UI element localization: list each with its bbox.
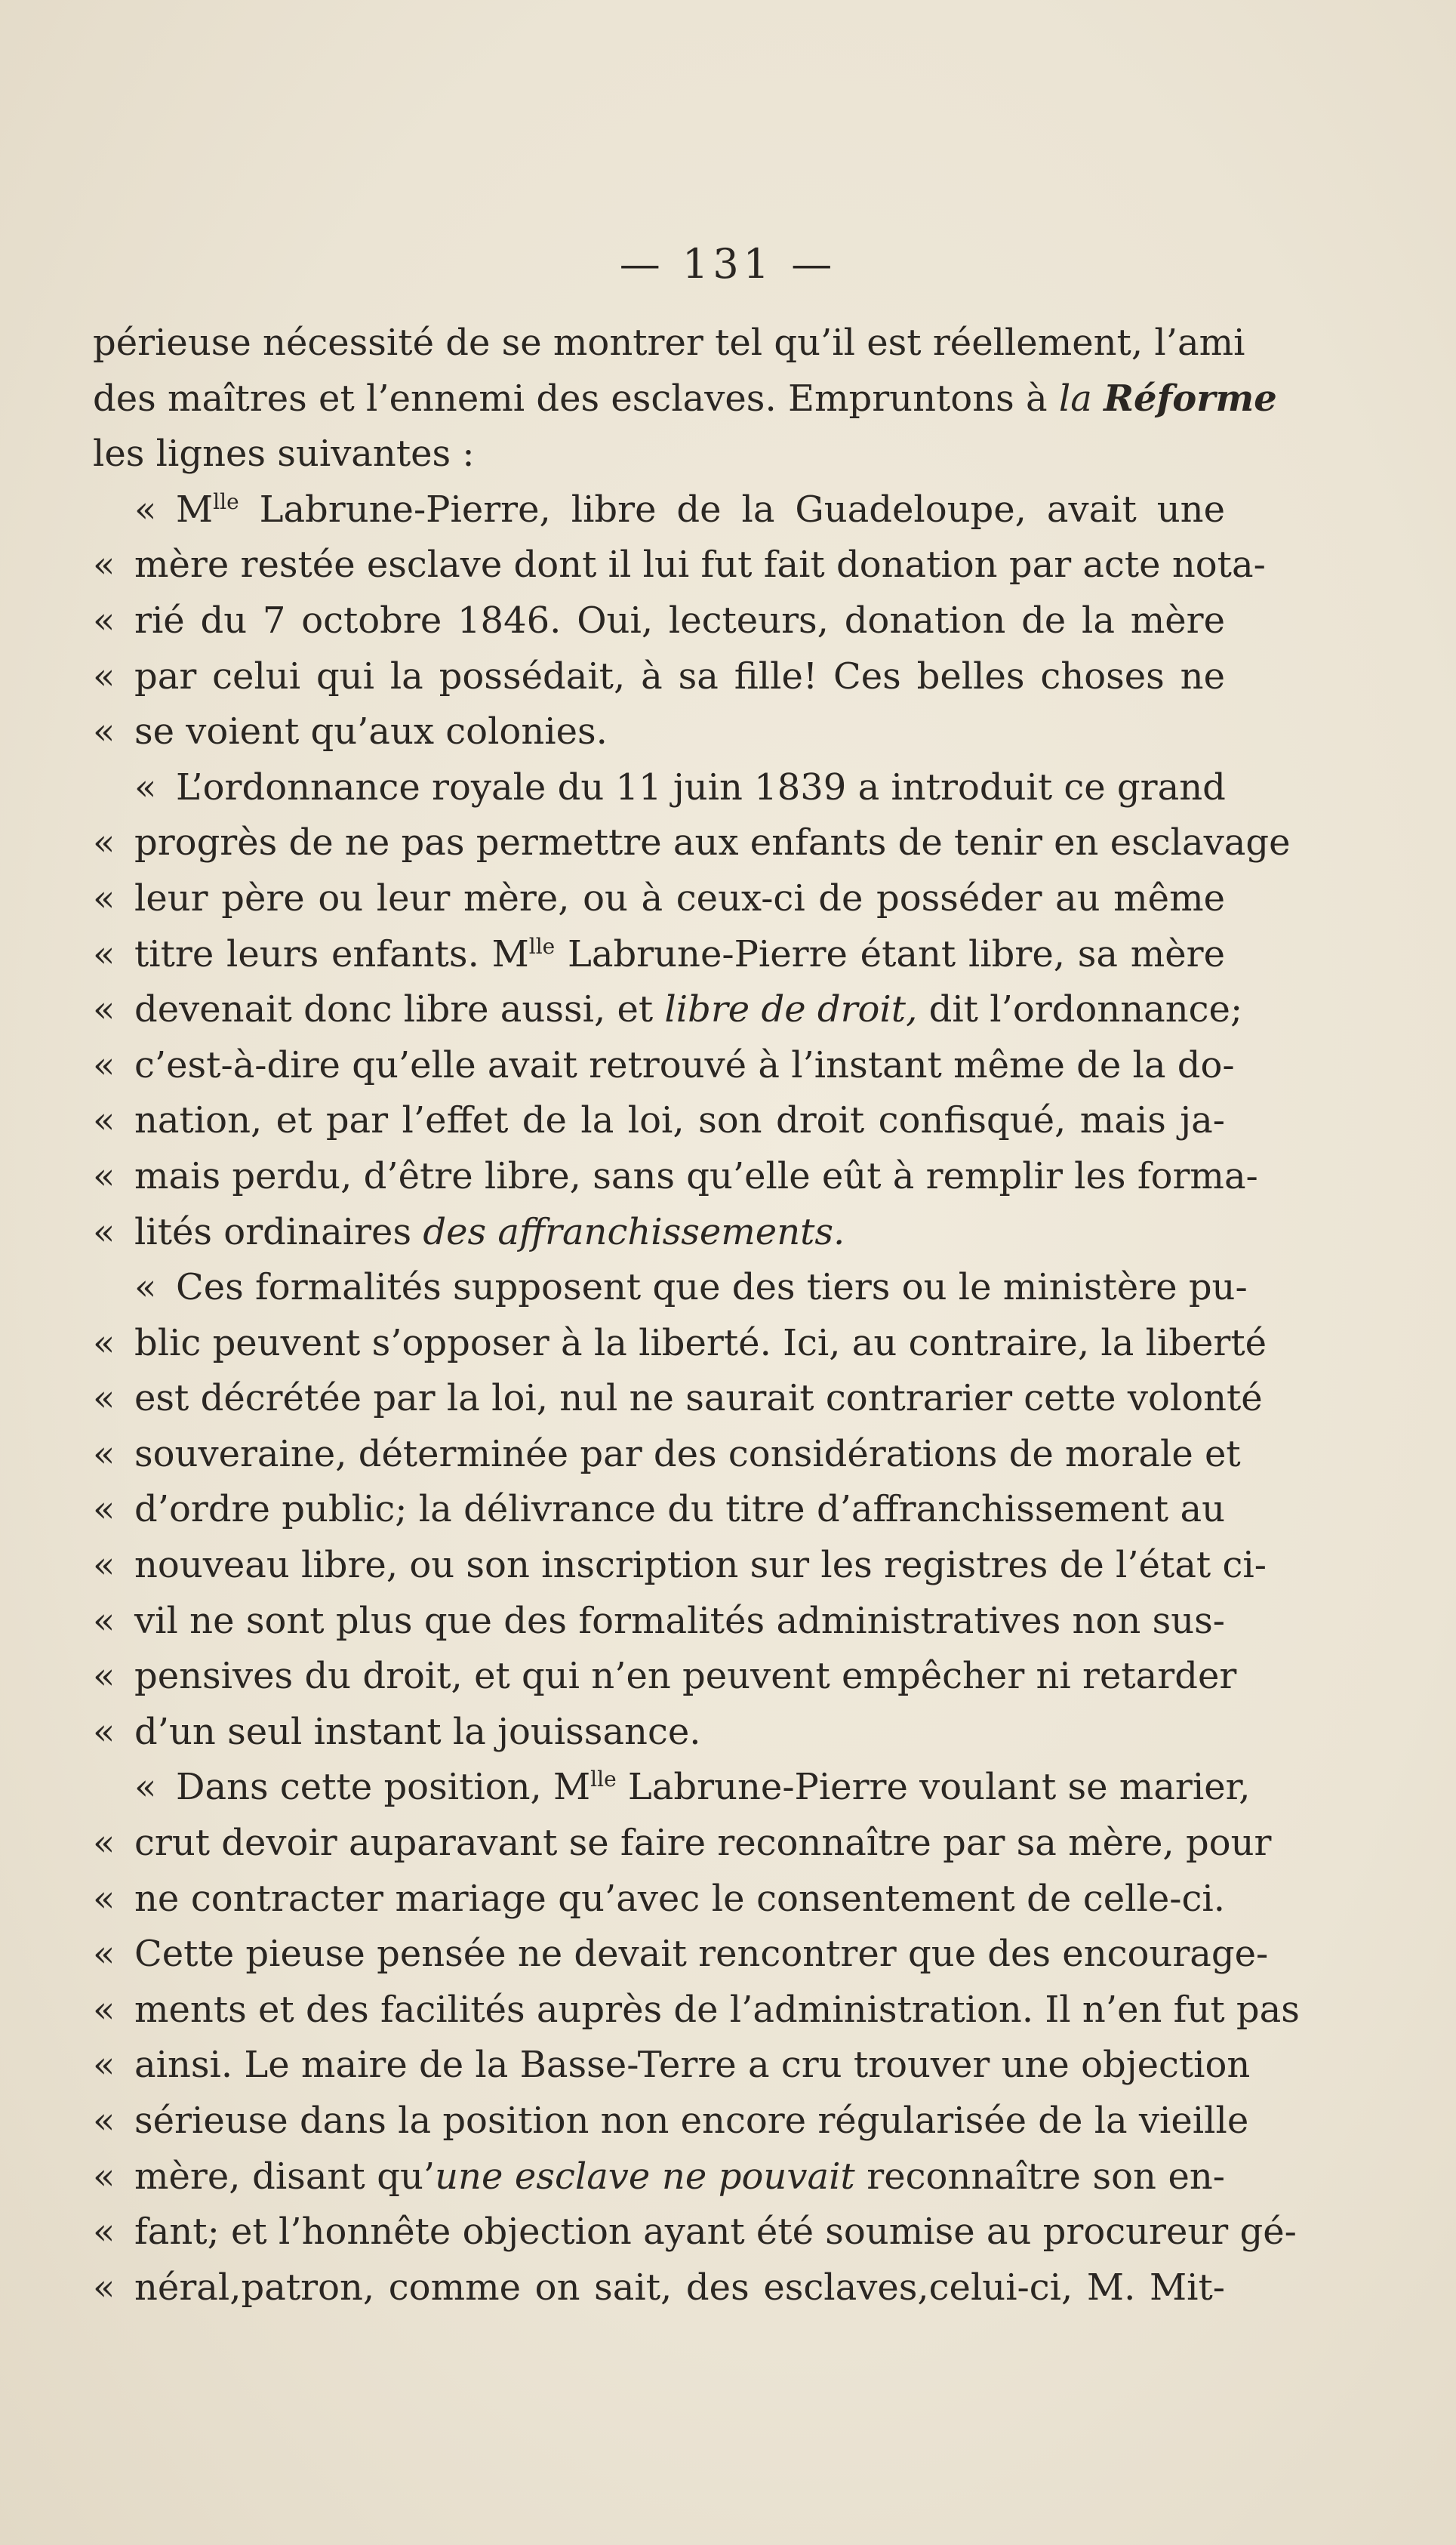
text-line (93, 1260, 1248, 1316)
guillemet: « (93, 877, 115, 920)
page-number: — 131 — (619, 240, 837, 288)
guillemet: « (134, 1266, 157, 1309)
guillemet: « (93, 1488, 115, 1531)
line-text: mais perdu, d’être libre, sans qu’elle eût à remplir les forma- (134, 1154, 1258, 1197)
guillemet: « (134, 766, 157, 809)
line-text (134, 1205, 1225, 1261)
line-text: par celui qui la possédait, à sa fille! Ces belles choses ne (134, 655, 1225, 698)
line-text: c’est-à-dire qu’elle avait retrouvé à l’instant même de la do- (134, 1043, 1235, 1086)
italic-text: libre de droit, (664, 988, 918, 1031)
text-run: Labrune-Pierre voulant se marier, (616, 1766, 1251, 1809)
line-text: crut devoir auparavant se faire reconnaître par sa mère, pour (134, 1822, 1272, 1865)
italic-text: une esclave ne pouvait (435, 2155, 855, 2198)
text-line (93, 927, 1225, 983)
line-text: progrès de ne pas permettre aux enfants de tenir en esclavage (134, 821, 1291, 864)
line-text: ainsi. Le maire de la Basse-Terre a cru trouver une objection (134, 2044, 1251, 2087)
text-run: dit l’ordonnance; (917, 988, 1243, 1031)
text-run: des maîtres et l’ennemi des esclaves. Empruntons à (93, 377, 1059, 420)
guillemet: « (93, 1877, 115, 1920)
bold-italic-text: Réforme (1104, 377, 1277, 420)
text-line (93, 2205, 1297, 2260)
text-line (93, 1149, 1258, 1205)
line-text (134, 982, 1243, 1038)
guillemet: « (93, 1043, 115, 1086)
guillemet: « (93, 2155, 115, 2198)
line-text: fant; et l’honnête objection ayant été soumise au procureur gé- (134, 2211, 1297, 2254)
text-run: Labrune-Pierre, libre de la Guadeloupe, avait une (239, 488, 1225, 531)
italic-text: la (1058, 377, 1104, 420)
line-text: nouveau libre, ou son inscription sur les registres de l’état ci- (134, 1544, 1267, 1587)
line-text (93, 371, 1277, 427)
text-run: reconnaître son en- (854, 2155, 1225, 2198)
text-line (93, 427, 1225, 482)
text-line (93, 649, 1225, 705)
line-text: blic peuvent s’opposer à la liberté. Ici, au contraire, la liberté (134, 1321, 1267, 1364)
text-line (93, 1205, 1225, 1261)
guillemet: « (134, 1766, 157, 1809)
text-line (93, 1482, 1225, 1538)
text-line (93, 2149, 1225, 2205)
superscript: lle (213, 488, 239, 514)
line-text: Cette pieuse pensée ne devait rencontrer que des encourage- (134, 1933, 1269, 1976)
guillemet: « (93, 932, 115, 975)
text-line (93, 316, 1245, 371)
guillemet: « (93, 1988, 115, 2031)
guillemet: « (93, 821, 115, 864)
line-text (176, 1760, 1251, 1816)
line-text: leur père ou leur mère, ou à ceux-ci de posséder au même (134, 877, 1225, 920)
text-line (93, 538, 1266, 593)
text-line (93, 1705, 1225, 1761)
line-text: périeuse nécessité de se montrer tel qu’il est réellement, l’ami (93, 322, 1245, 364)
italic-text: des affranchissements. (423, 1210, 845, 1253)
text-line (93, 1371, 1263, 1427)
guillemet: « (93, 599, 115, 642)
line-text (134, 927, 1225, 983)
text-line (93, 704, 1225, 760)
text-line (93, 1983, 1300, 2038)
text-line (93, 1038, 1235, 1094)
superscript: lle (590, 1767, 617, 1792)
body-text (93, 316, 1300, 2315)
text-line (93, 871, 1225, 927)
guillemet: « (93, 710, 115, 753)
guillemet: « (93, 1154, 115, 1197)
text-line (93, 1760, 1251, 1816)
guillemet: « (93, 1544, 115, 1587)
guillemet: « (93, 655, 115, 698)
text-run: lités ordinaires (134, 1210, 423, 1253)
text-line (93, 2038, 1251, 2094)
guillemet: « (93, 2044, 115, 2087)
guillemet: « (93, 1099, 115, 1142)
text-line (93, 815, 1291, 871)
text-line (93, 1538, 1267, 1594)
guillemet: « (93, 1933, 115, 1976)
line-text: d’ordre public; la délivrance du titre d’affranchissement au (134, 1488, 1225, 1531)
text-line (93, 1816, 1272, 1872)
guillemet: « (93, 2266, 115, 2309)
text-line (93, 1872, 1225, 1927)
guillemet: « (134, 488, 157, 531)
line-text (176, 482, 1225, 538)
line-text: ne contracter mariage qu’avec le consentement de celle-ci. (134, 1877, 1225, 1920)
guillemet: « (93, 1321, 115, 1364)
guillemet: « (93, 544, 115, 587)
guillemet: « (93, 1210, 115, 1253)
text-run: mère, disant qu’ (134, 2155, 436, 2198)
text-line (93, 2094, 1249, 2149)
line-text: nation, et par l’effet de la loi, son droit confisqué, mais ja- (134, 1099, 1225, 1142)
text-line (93, 1649, 1237, 1705)
line-text: les lignes suivantes : (93, 433, 475, 476)
text-run: devenait donc libre aussi, et (134, 988, 665, 1031)
text-line (93, 1316, 1267, 1372)
line-text: mère restée esclave dont il lui fut fait donation par acte nota- (134, 544, 1266, 587)
text-line (93, 593, 1225, 649)
text-run: titre leurs enfants. M (134, 932, 529, 975)
superscript: lle (528, 933, 556, 959)
line-text: L’ordonnance royale du 11 juin 1839 a introduit ce grand (176, 766, 1226, 809)
text-run: M (176, 488, 214, 531)
guillemet: « (93, 2211, 115, 2254)
line-text: pensives du droit, et qui n’en peuvent empêcher ni retarder (134, 1655, 1237, 1698)
line-text: Ces formalités supposent que des tiers ou le ministère pu- (176, 1266, 1248, 1309)
text-line (93, 1093, 1225, 1149)
line-text: vil ne sont plus que des formalités administratives non sus- (134, 1599, 1225, 1642)
text-line (93, 1594, 1225, 1650)
line-text: souveraine, déterminée par des considérations de morale et (134, 1432, 1241, 1475)
line-text: est décrétée par la loi, nul ne saurait contrarier cette volonté (134, 1377, 1263, 1420)
line-text: ments et des facilités auprès de l’administration. Il n’en fut pas (134, 1988, 1300, 2031)
guillemet: « (93, 2100, 115, 2142)
guillemet: « (93, 1432, 115, 1475)
guillemet: « (93, 1822, 115, 1865)
line-text (134, 2149, 1225, 2205)
text-line (93, 2260, 1225, 2316)
text-line (93, 482, 1225, 538)
guillemet: « (93, 1599, 115, 1642)
text-run: Labrune-Pierre étant libre, sa mère (555, 932, 1226, 975)
guillemet: « (93, 1655, 115, 1698)
guillemet: « (93, 1710, 115, 1753)
text-line (93, 1927, 1269, 1983)
text-run: Dans cette position, M (176, 1766, 591, 1809)
line-text: rié du 7 octobre 1846. Oui, lecteurs, donation de la mère (134, 599, 1225, 642)
text-line (93, 760, 1225, 816)
line-text: sérieuse dans la position non encore régularisée de la vieille (134, 2100, 1249, 2142)
text-line (93, 1427, 1241, 1483)
guillemet: « (93, 1377, 115, 1420)
line-text: se voient qu’aux colonies. (134, 710, 608, 753)
text-line (93, 371, 1277, 427)
guillemet: « (93, 988, 115, 1031)
line-text: d’un seul instant la jouissance. (134, 1710, 701, 1753)
text-line (93, 982, 1243, 1038)
line-text: néral,patron, comme on sait, des esclaves,celui-ci, M. Mit- (134, 2266, 1225, 2309)
